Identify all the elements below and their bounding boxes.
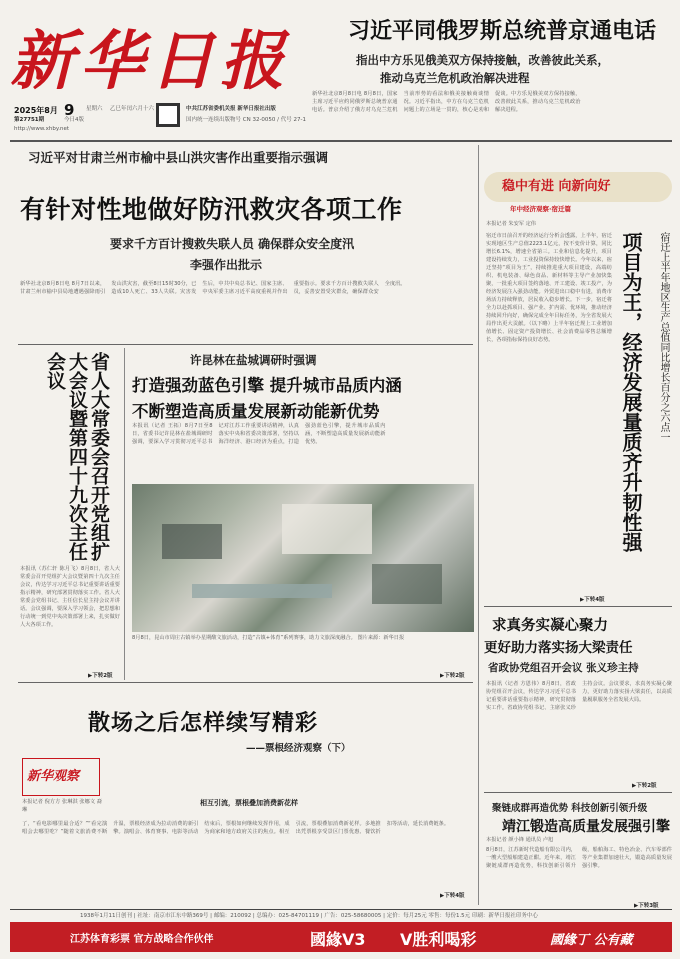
lead-sub1: 要求千方百计搜救失联人员 确保群众安全度汛	[110, 237, 355, 251]
consume-body: 了，“看电影哪里最合适？”“看完演唱会去哪里吃？”随着文旅消费不断升温，票根经济成为拉动消费的新引擎。演唱会、体育赛事、电影等活动结束后，票根如何继续发挥作用，成为商家和地方政府关注的焦点。相互引流，票根叠加消费新花样。多地推出凭票根享受景区门票优惠、餐饮折扣等活动，延长消费链条。	[22, 821, 450, 835]
practical-line1: 求真务实凝心聚力	[492, 618, 608, 634]
zhouzhuang-photo	[132, 484, 474, 632]
congress-jump[interactable]: ▶下转2版	[88, 673, 113, 679]
consume-jump[interactable]: ▶下转4版	[440, 893, 465, 899]
ad-lottery: 江苏体育彩票 官方战略合作伙伴	[70, 934, 214, 945]
ad-guoyuan: 國緣V3	[310, 930, 366, 949]
consume-subhead: 相互引流，票根叠加消费新花样	[200, 799, 298, 807]
xu-headline-line2: 不断塑造高质量发展新动能新优势	[132, 402, 380, 421]
footer-info: 1938年1月11日创刊 | 社址：南京市江东中路369号 | 邮编：210092 | 总编办：025-84701119 | 广告：025-58680005 | 定价：每月25元 零售：每份1.5元 印刷：新华日报社印务中心	[80, 913, 538, 919]
top-story-body: 新华社北京8月8日电 8月8日，国家主席习近平应约同俄罗斯总统普京通电话。普京介绍了俄方对乌克兰危机当前形势的看法和俄美接触商谈情况。习近平指出，中方在乌克兰危机问题上的立场是一贯的，核心是劝和促谈。中方乐见俄美双方保持接触，改善彼此关系，推动乌克兰危机政治解决进程。	[312, 91, 581, 113]
issue-number: 第27751期	[14, 117, 45, 123]
divider	[18, 344, 473, 345]
divider	[484, 606, 672, 607]
jingjiang-byline: 本报记者 颜小锋 通讯员 卢旭	[486, 837, 554, 843]
jingjiang-kicker: 聚链成群再造优势 科技创新引领升级	[492, 803, 648, 814]
top-story-sub1: 指出中方乐见俄美双方保持接触，改善彼此关系，	[356, 53, 609, 67]
issue-weekday: 星期六	[86, 106, 103, 112]
issue-lunar: 乙巳年闰六月十六	[110, 106, 155, 112]
lead-sub2: 李强作出批示	[190, 258, 263, 272]
jingjiang-jump[interactable]: ▶下转3版	[634, 903, 659, 909]
congress-headline: 省人大常委会召开党组扩大会议暨第四十九次主任会议	[44, 352, 110, 561]
website-link[interactable]: http://www.xhby.net	[14, 126, 70, 132]
right-jump[interactable]: ▶下转4版	[580, 597, 605, 603]
jingjiang-headline: 靖江锻造高质量发展强引擎	[502, 819, 670, 835]
divider	[484, 792, 672, 793]
right-body: 宿迁市日前召开的经济运行分析会透露，上半年，宿迁实现地区生产总值2223.1亿元，按不变价计算，同比增长6.1%，增速全省第三。工业和信息化提升，项目建设持续发力，工业投资保持较快增长。今年以来，宿迁坚持“项目为王”，持续推进重大项目建设，高端纺织、机电装备、绿色食品、新材料等主导产业加快集聚，一批重大项目签约落地、开工建设、竣工投产，为经济发展注入强劲动能。外贸进出口稳中有进，消费市场活力持续释放，居民收入稳步增长。下一步，宿迁将全力以赴抓项目、强产业、扩内需、优环境，推动经济持续回升向好，确保完成全年目标任务，为全省发展大局作出更大贡献。（以下略）上半年宿迁规上工业增加值增长、固定资产投资增长、社会消费品零售总额增长，各项指标保持良好态势。	[486, 233, 612, 343]
cn-line: 国内统一连续出版物号 CN 32-0050 / 代号 27-1	[186, 117, 307, 123]
lead-headline: 有针对性地做好防汛救灾各项工作	[20, 195, 403, 224]
divider	[10, 909, 672, 910]
ad-slogan: V胜利喝彩	[400, 930, 477, 949]
divider	[124, 348, 125, 680]
ad-brand: 國緣丁 公有藏	[550, 933, 633, 948]
issue-date-day: 9	[64, 101, 75, 119]
xu-jump[interactable]: ▶下转2版	[440, 673, 465, 679]
right-byline: 本报记者 朱安军 定伟	[486, 221, 536, 227]
xu-headline-line1: 打造强劲蓝色引擎 提升城市品质内涵	[132, 376, 402, 395]
practical-line3: 省政协党组召开会议 张义珍主持	[488, 662, 639, 674]
top-story-headline: 习近平同俄罗斯总统普京通电话	[348, 19, 657, 44]
issue-pages: 今日4版	[64, 117, 84, 123]
practical-body: 本报讯（记者 方恩伟）8月8日，省政协党组召开会议，传达学习习近平总书记重要讲话重要指示精神，研究贯彻落实工作。省政协党组书记、主席张义珍主持会议。会议要求，求真务实凝心聚力，更好助力落实扬大梁责任，以高质量履职服务全省发展大局。	[486, 681, 672, 711]
consume-byline: 本报记者 倪方方 张琳淇 张娜文 裔琳	[22, 799, 102, 813]
photo-caption: 8月8日，昆山市周庄古镇举办星期酸文旅活动，打造“古镇+体育”系列赛事，助力文旅深度融合。 图片来源：新华日报	[132, 635, 405, 641]
column-name: 新华观察	[27, 769, 80, 784]
ad-banner[interactable]	[10, 922, 672, 952]
banner-title: 稳中有进 向新向好	[502, 179, 611, 194]
xu-body: 本报讯（记者 王拓）8月7日至8日，省委书记许昆林在盐城调研时强调，要深入学习贯彻习近平总书记对江苏工作重要讲话精神，认真落实中央和省委决策部署，坚持以海洋经济、港口经济为重点，打造强劲蓝色引擎，提升城市品质内涵，不断塑造高质量发展新动能新优势。	[132, 423, 386, 445]
right-sideline: 宿迁上半年地区生产总值同比增长百分之六点一	[658, 232, 669, 442]
sponsor-line: 中共江苏省委机关报 新华日报社出版	[186, 106, 276, 112]
practical-line2: 更好助力落实扬大梁责任	[484, 640, 633, 656]
banner-subtitle: 年中经济观察·宿迁篇	[510, 205, 571, 213]
congress-body: 本报讯（苏仁轩 陈月飞）8月8日，省人大常委会召开党组扩大会议暨第四十九次主任会议，传达学习习近平总书记重要讲话重要指示精神，研究部署贯彻落实工作。省人大常委会党组书记、主任信长星主持会议并讲话。会议强调，要深入学习领会，把思想和行动统一到党中央决策部署上来，扎实做好人大各项工作。	[20, 566, 120, 628]
consume-sub: ——票根经济观察（下）	[246, 743, 351, 754]
xu-kicker: 许昆林在盐城调研时强调	[190, 353, 317, 367]
issue-info	[14, 103, 344, 133]
issue-date-year: 2025年8月	[14, 106, 58, 115]
masthead-logo: 新华日报	[10, 24, 290, 99]
divider	[18, 682, 473, 683]
jingjiang-body: 8月8日，江苏新时代造船有限公司内，一艘大型船舶建造正酣。近年来，靖江聚链成群再造优势，科技创新引领升级，船舶海工、特色冶金、汽车零部件等产业集群加速壮大，锻造高质量发展强引擎。	[486, 847, 672, 869]
divider	[10, 140, 672, 142]
lead-body: 新华社北京8月8日电 8月7日以来，甘肃兰州市榆中县局地遭遇强降雨引发山洪灾害，截至8日15时30分，已造成10人死亡、33人失联。灾害发生后，中共中央总书记、国家主席、中央军委主席习近平高度重视并作出重要指示。要求千方百计搜救失联人员，妥善安置受灾群众，确保群众安全度汛。	[20, 281, 406, 295]
top-story-sub2: 推动乌克兰危机政治解决进程	[380, 71, 530, 85]
right-headline: 项目为王，经济发展量质齐升韧性强	[619, 232, 643, 552]
qr-code-icon	[156, 103, 180, 127]
lead-kicker: 习近平对甘肃兰州市榆中县山洪灾害作出重要指示强调	[28, 150, 329, 165]
divider	[478, 145, 479, 905]
series-banner	[484, 172, 672, 202]
consume-headline: 散场之后怎样续写精彩	[88, 711, 319, 736]
column-logo	[22, 758, 100, 796]
practical-jump[interactable]: ▶下转2版	[632, 783, 657, 789]
